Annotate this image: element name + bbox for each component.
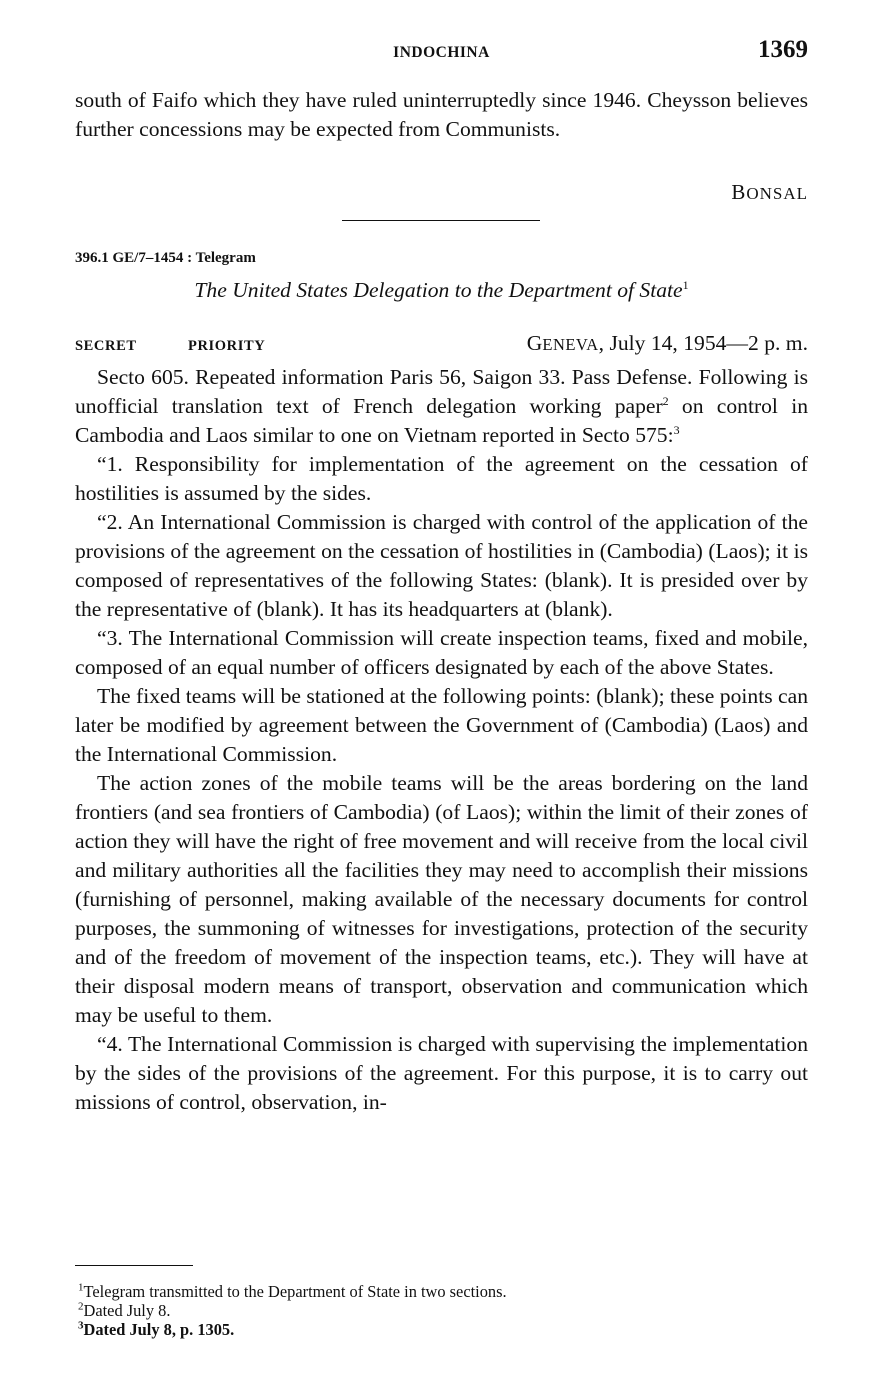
section-divider	[342, 220, 540, 221]
signature	[75, 180, 808, 205]
classification: SECRET	[75, 338, 137, 354]
footnote-text: Dated July 8.	[83, 1301, 171, 1320]
footnote-text: Telegram transmitted to the Department of State in two sections.	[83, 1282, 507, 1301]
title-footnote-mark: 1	[682, 277, 689, 292]
footnote-mark-3: 3	[673, 422, 680, 437]
document-title	[75, 278, 808, 303]
running-head: INDOCHINA	[393, 44, 490, 61]
date-text: , July 14, 1954—2 p. m.	[598, 331, 808, 355]
paragraph-2: “1. Responsibility for implementation of the agreement on the cessation of hostilities is assumed by the sides.	[75, 452, 808, 505]
footnote	[75, 1301, 808, 1320]
paragraph-1	[75, 363, 808, 450]
dateline	[75, 331, 808, 361]
paragraph-7: “4. The International Commission is charged with supervising the implementation by the sides of the provisions of the agreement. For this purpose, it is to carry out missions of control, observation, in-	[75, 1032, 808, 1114]
paragraph-1-text-b: on control in Cambodia and Laos similar to one on Vietnam reported in Secto 575:	[75, 394, 808, 447]
paragraph-1-text-a: Secto 605. Repeated information Paris 56, Saigon 33. Pass Defense. Following is unofficial translation text of French delegation working paper	[75, 365, 808, 418]
footnote-text: Dated July 8, p. 1305.	[83, 1320, 235, 1339]
footnote	[75, 1282, 808, 1301]
document-reference: 396.1 GE/7–1454 : Telegram	[75, 250, 256, 266]
place-rest: ENEVA	[542, 335, 599, 354]
document-title-text: The United States Delegation to the Department of State	[194, 278, 683, 302]
paragraph-6: The action zones of the mobile teams will be the areas bordering on the land frontiers (and sea frontiers of Cambodia) (of Laos); within the limit of their zones of action they will have the right of free movement and will receive from the local civil and military authorities all the facilities they may need to accomplish their missions (furnishing of personnel, making available of the necessary documents for control purposes, the summoning of witnesses for investigations, protection of the security and of the freedom of movement of the inspection teams, etc.). They will have at their disposal modern means of transport, observation and communication which may be useful to them.	[75, 771, 808, 1027]
telegram-body	[75, 363, 808, 1117]
paragraph-3: “2. An International Commission is charged with control of the application of the provisions of the agreement on the cessation of hostilities in (Cambodia) (Laos); it is composed of representatives of the following States: (blank). It is presided over by the representative of (blank). It has its headquarters at (blank).	[75, 510, 808, 621]
signature-rest: ONSAL	[746, 184, 808, 203]
opening-text: south of Faifo which they have ruled uninterruptedly since 1946. Cheysson believes further concessions may be expected from Communists.	[75, 88, 808, 141]
footnote-mark: 2	[78, 1300, 84, 1313]
footnote-mark: 3	[78, 1319, 84, 1332]
place-initial: G	[526, 331, 543, 355]
footnote	[75, 1320, 808, 1339]
opening-paragraph	[75, 86, 808, 144]
footnotes	[75, 1282, 808, 1339]
paragraph-4: “3. The International Commission will create inspection teams, fixed and mobile, composed of an equal number of officers designated by each of the above States.	[75, 626, 808, 679]
paragraph-5: The fixed teams will be stationed at the following points: (blank); these points can later be modified by agreement between the Government of (Cambodia) (Laos) and the International Commission.	[75, 684, 808, 766]
footnote-mark: 1	[78, 1281, 84, 1294]
page-header	[75, 36, 808, 70]
signature-initial: B	[731, 180, 747, 204]
footnote-divider	[75, 1265, 193, 1266]
priority: PRIORITY	[188, 338, 266, 354]
page-number: 1369	[758, 36, 808, 63]
footnote-mark-2: 2	[662, 393, 669, 408]
place-and-date	[527, 331, 808, 356]
